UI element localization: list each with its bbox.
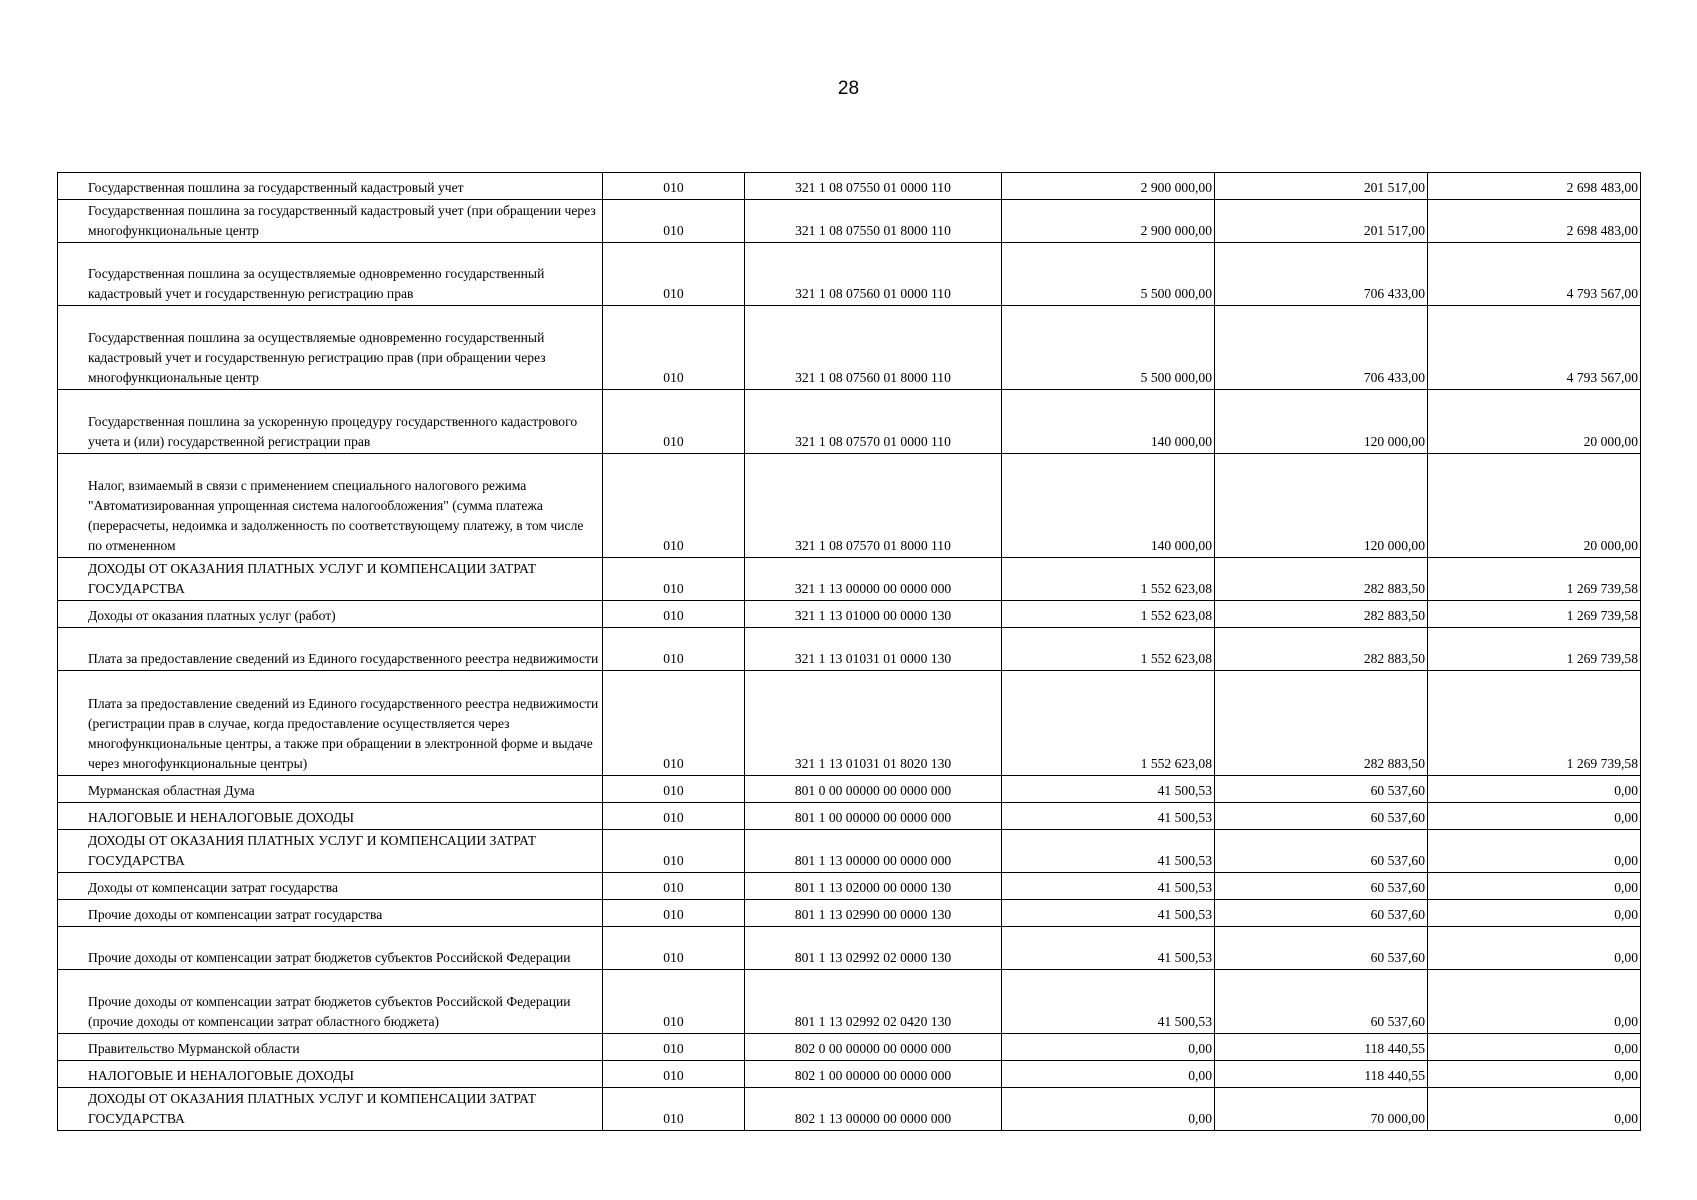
row-kbk-cell: 321 1 13 01000 00 0000 130	[745, 601, 1002, 628]
row-name-cell: НАЛОГОВЫЕ И НЕНАЛОГОВЫЕ ДОХОДЫ	[58, 1061, 603, 1088]
table-row	[58, 873, 1641, 900]
row-kbk-cell: 321 1 08 07560 01 0000 110	[745, 243, 1002, 306]
table-row	[58, 671, 1641, 776]
row-unexecuted-cell: 0,00	[1428, 1088, 1641, 1131]
table-row	[58, 970, 1641, 1034]
row-name-cell: Государственная пошлина за государственный кадастровый учет	[58, 173, 603, 200]
row-code-cell: 010	[603, 601, 745, 628]
table-row	[58, 601, 1641, 628]
row-approved-cell: 1 552 623,08	[1002, 601, 1215, 628]
table-row	[58, 900, 1641, 927]
row-code-cell: 010	[603, 671, 745, 776]
row-kbk-cell: 321 1 08 07560 01 8000 110	[745, 306, 1002, 390]
row-code-cell: 010	[603, 1088, 745, 1131]
row-unexecuted-cell: 0,00	[1428, 873, 1641, 900]
row-code-cell: 010	[603, 454, 745, 558]
row-approved-cell: 140 000,00	[1002, 454, 1215, 558]
row-unexecuted-cell: 1 269 739,58	[1428, 558, 1641, 601]
row-executed-cell: 60 537,60	[1215, 900, 1428, 927]
row-kbk-cell: 802 0 00 00000 00 0000 000	[745, 1034, 1002, 1061]
row-code-cell: 010	[603, 776, 745, 803]
table-row	[58, 390, 1641, 454]
row-unexecuted-cell: 0,00	[1428, 970, 1641, 1034]
row-name-cell: НАЛОГОВЫЕ И НЕНАЛОГОВЫЕ ДОХОДЫ	[58, 803, 603, 830]
row-unexecuted-cell: 0,00	[1428, 1061, 1641, 1088]
row-executed-cell: 70 000,00	[1215, 1088, 1428, 1131]
row-unexecuted-cell: 1 269 739,58	[1428, 671, 1641, 776]
row-kbk-cell: 801 1 13 02992 02 0420 130	[745, 970, 1002, 1034]
row-code-cell: 010	[603, 243, 745, 306]
row-unexecuted-cell: 0,00	[1428, 900, 1641, 927]
row-name-cell: Доходы от оказания платных услуг (работ)	[58, 601, 603, 628]
row-name-cell: Мурманская областная Дума	[58, 776, 603, 803]
row-approved-cell: 1 552 623,08	[1002, 558, 1215, 601]
row-approved-cell: 1 552 623,08	[1002, 671, 1215, 776]
row-code-cell: 010	[603, 900, 745, 927]
row-name-cell: Доходы от компенсации затрат государства	[58, 873, 603, 900]
row-kbk-cell: 321 1 13 01031 01 8020 130	[745, 671, 1002, 776]
row-kbk-cell: 321 1 08 07570 01 8000 110	[745, 454, 1002, 558]
row-unexecuted-cell: 0,00	[1428, 927, 1641, 970]
row-name-cell: Государственная пошлина за осуществляемые одновременно государственный кадастровый учет и государственную регистрацию прав (при обращении через многофункциональные центр	[58, 306, 603, 390]
row-code-cell: 010	[603, 927, 745, 970]
row-kbk-cell: 801 1 13 02990 00 0000 130	[745, 900, 1002, 927]
table-row	[58, 1061, 1641, 1088]
row-code-cell: 010	[603, 1034, 745, 1061]
row-kbk-cell: 802 1 13 00000 00 0000 000	[745, 1088, 1002, 1131]
row-approved-cell: 41 500,53	[1002, 873, 1215, 900]
table-row	[58, 776, 1641, 803]
row-executed-cell: 118 440,55	[1215, 1061, 1428, 1088]
row-name-cell: Плата за предоставление сведений из Единого государственного реестра недвижимости (регистрации прав в случае, когда предоставление осуществляется через многофункциональные центры, а также при обращении в электронной форме и выдаче через многофункциональные центры)	[58, 671, 603, 776]
row-code-cell: 010	[603, 873, 745, 900]
row-executed-cell: 60 537,60	[1215, 830, 1428, 873]
row-approved-cell: 5 500 000,00	[1002, 306, 1215, 390]
row-executed-cell: 201 517,00	[1215, 173, 1428, 200]
row-approved-cell: 41 500,53	[1002, 900, 1215, 927]
row-unexecuted-cell: 2 698 483,00	[1428, 173, 1641, 200]
row-kbk-cell: 321 1 08 07570 01 0000 110	[745, 390, 1002, 454]
row-kbk-cell: 801 1 13 02992 02 0000 130	[745, 927, 1002, 970]
row-unexecuted-cell: 20 000,00	[1428, 390, 1641, 454]
row-kbk-cell: 801 1 13 00000 00 0000 000	[745, 830, 1002, 873]
row-executed-cell: 120 000,00	[1215, 390, 1428, 454]
table-row	[58, 558, 1641, 601]
row-kbk-cell: 801 1 00 00000 00 0000 000	[745, 803, 1002, 830]
table-row	[58, 306, 1641, 390]
row-kbk-cell: 321 1 08 07550 01 8000 110	[745, 200, 1002, 243]
row-approved-cell: 2 900 000,00	[1002, 200, 1215, 243]
row-unexecuted-cell: 1 269 739,58	[1428, 601, 1641, 628]
row-unexecuted-cell: 4 793 567,00	[1428, 243, 1641, 306]
row-code-cell: 010	[603, 306, 745, 390]
row-executed-cell: 120 000,00	[1215, 454, 1428, 558]
row-executed-cell: 706 433,00	[1215, 243, 1428, 306]
row-executed-cell: 118 440,55	[1215, 1034, 1428, 1061]
row-unexecuted-cell: 0,00	[1428, 1034, 1641, 1061]
row-name-cell: Плата за предоставление сведений из Единого государственного реестра недвижимости	[58, 628, 603, 671]
table-row	[58, 200, 1641, 243]
table-row	[58, 830, 1641, 873]
row-unexecuted-cell: 4 793 567,00	[1428, 306, 1641, 390]
row-approved-cell: 41 500,53	[1002, 970, 1215, 1034]
row-executed-cell: 60 537,60	[1215, 803, 1428, 830]
table-body	[58, 173, 1641, 1131]
row-kbk-cell: 321 1 13 01031 01 0000 130	[745, 628, 1002, 671]
row-executed-cell: 282 883,50	[1215, 601, 1428, 628]
row-name-cell: Государственная пошлина за ускоренную процедуру государственного кадастрового учета и (или) государственной регистрации прав	[58, 390, 603, 454]
row-name-cell: Прочие доходы от компенсации затрат бюджетов субъектов Российской Федерации (прочие доходы от компенсации затрат областного бюджета)	[58, 970, 603, 1034]
row-approved-cell: 140 000,00	[1002, 390, 1215, 454]
row-name-cell: ДОХОДЫ ОТ ОКАЗАНИЯ ПЛАТНЫХ УСЛУГ И КОМПЕНСАЦИИ ЗАТРАТ ГОСУДАРСТВА	[58, 830, 603, 873]
row-unexecuted-cell: 1 269 739,58	[1428, 628, 1641, 671]
table-row	[58, 173, 1641, 200]
row-name-cell: Государственная пошлина за государственный кадастровый учет (при обращении через многофункциональные центр	[58, 200, 603, 243]
row-approved-cell: 0,00	[1002, 1034, 1215, 1061]
row-code-cell: 010	[603, 628, 745, 671]
row-kbk-cell: 801 1 13 02000 00 0000 130	[745, 873, 1002, 900]
row-unexecuted-cell: 2 698 483,00	[1428, 200, 1641, 243]
table-row	[58, 628, 1641, 671]
row-executed-cell: 706 433,00	[1215, 306, 1428, 390]
row-approved-cell: 41 500,53	[1002, 830, 1215, 873]
row-kbk-cell: 802 1 00 00000 00 0000 000	[745, 1061, 1002, 1088]
row-code-cell: 010	[603, 173, 745, 200]
row-unexecuted-cell: 0,00	[1428, 803, 1641, 830]
row-name-cell: Прочие доходы от компенсации затрат бюджетов субъектов Российской Федерации	[58, 927, 603, 970]
table-row	[58, 803, 1641, 830]
row-executed-cell: 60 537,60	[1215, 776, 1428, 803]
row-approved-cell: 41 500,53	[1002, 776, 1215, 803]
table-row	[58, 454, 1641, 558]
row-code-cell: 010	[603, 558, 745, 601]
row-code-cell: 010	[603, 803, 745, 830]
row-approved-cell: 0,00	[1002, 1061, 1215, 1088]
row-approved-cell: 5 500 000,00	[1002, 243, 1215, 306]
row-approved-cell: 0,00	[1002, 1088, 1215, 1131]
row-unexecuted-cell: 0,00	[1428, 776, 1641, 803]
row-unexecuted-cell: 20 000,00	[1428, 454, 1641, 558]
row-executed-cell: 282 883,50	[1215, 558, 1428, 601]
row-kbk-cell: 801 0 00 00000 00 0000 000	[745, 776, 1002, 803]
budget-revenue-table	[57, 172, 1641, 1131]
row-approved-cell: 2 900 000,00	[1002, 173, 1215, 200]
row-unexecuted-cell: 0,00	[1428, 830, 1641, 873]
row-kbk-cell: 321 1 13 00000 00 0000 000	[745, 558, 1002, 601]
row-name-cell: Налог, взимаемый в связи с применением специального налогового режима "Автоматизированная упрощенная система налогообложения" (сумма платежа (перерасчеты, недоимка и задолженность по соответствующему платежу, в том числе по отмененном	[58, 454, 603, 558]
row-name-cell: Правительство Мурманской области	[58, 1034, 603, 1061]
row-code-cell: 010	[603, 390, 745, 454]
row-name-cell: ДОХОДЫ ОТ ОКАЗАНИЯ ПЛАТНЫХ УСЛУГ И КОМПЕНСАЦИИ ЗАТРАТ ГОСУДАРСТВА	[58, 1088, 603, 1131]
row-approved-cell: 41 500,53	[1002, 803, 1215, 830]
row-code-cell: 010	[603, 1061, 745, 1088]
row-kbk-cell: 321 1 08 07550 01 0000 110	[745, 173, 1002, 200]
row-executed-cell: 201 517,00	[1215, 200, 1428, 243]
page-number: 28	[837, 78, 860, 99]
row-approved-cell: 1 552 623,08	[1002, 628, 1215, 671]
table-row	[58, 243, 1641, 306]
row-executed-cell: 60 537,60	[1215, 927, 1428, 970]
row-name-cell: Прочие доходы от компенсации затрат государства	[58, 900, 603, 927]
row-name-cell: Государственная пошлина за осуществляемые одновременно государственный кадастровый учет и государственную регистрацию прав	[58, 243, 603, 306]
row-code-cell: 010	[603, 830, 745, 873]
row-approved-cell: 41 500,53	[1002, 927, 1215, 970]
table-row	[58, 1088, 1641, 1131]
row-code-cell: 010	[603, 970, 745, 1034]
row-code-cell: 010	[603, 200, 745, 243]
table-row	[58, 1034, 1641, 1061]
row-name-cell: ДОХОДЫ ОТ ОКАЗАНИЯ ПЛАТНЫХ УСЛУГ И КОМПЕНСАЦИИ ЗАТРАТ ГОСУДАРСТВА	[58, 558, 603, 601]
row-executed-cell: 282 883,50	[1215, 628, 1428, 671]
row-executed-cell: 60 537,60	[1215, 873, 1428, 900]
row-executed-cell: 282 883,50	[1215, 671, 1428, 776]
table-row	[58, 927, 1641, 970]
row-executed-cell: 60 537,60	[1215, 970, 1428, 1034]
